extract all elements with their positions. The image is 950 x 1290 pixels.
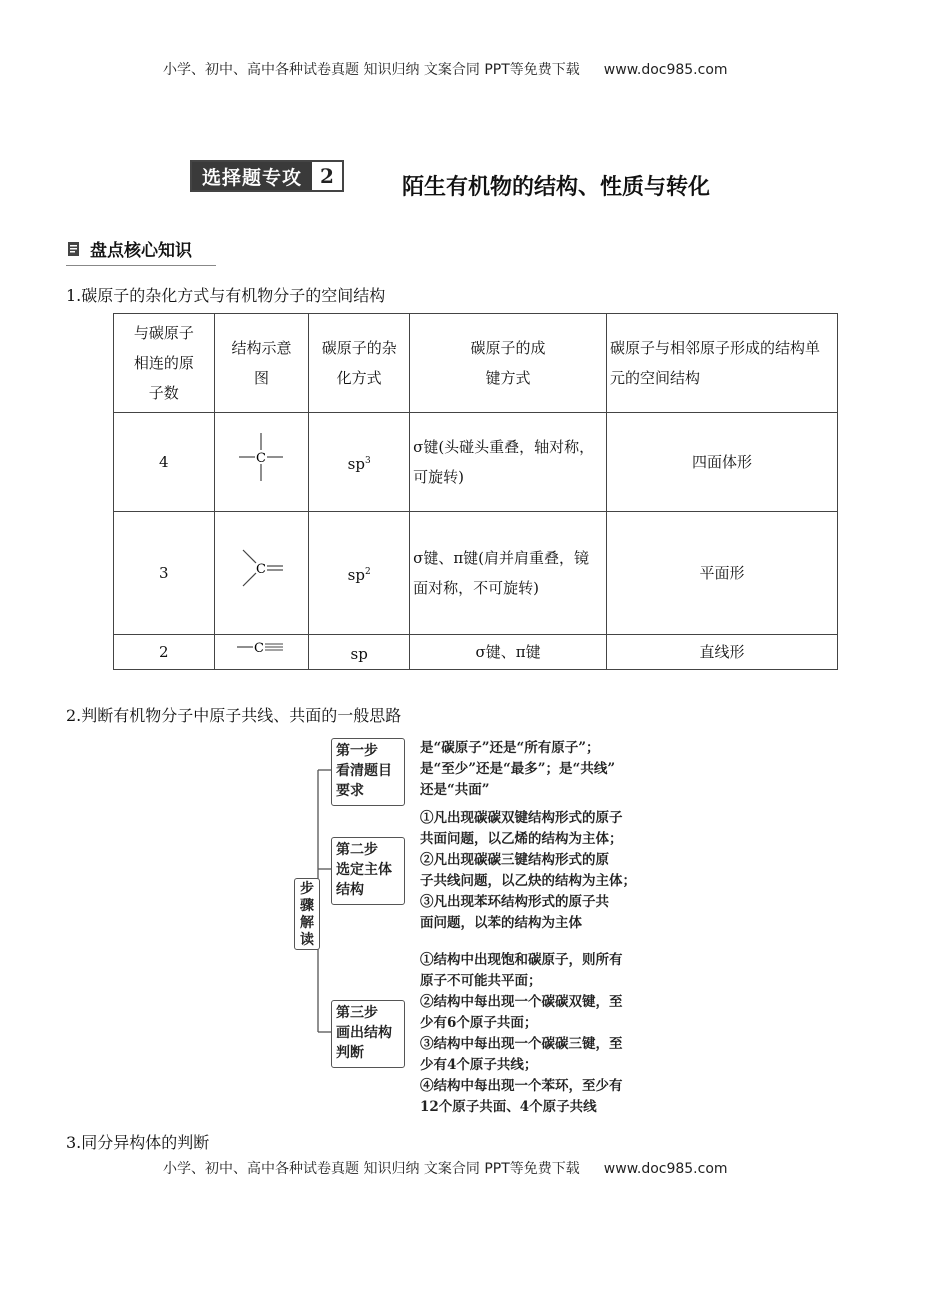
section-heading [66, 236, 216, 266]
header-cell: 碳原子与相邻原子形成的结构单元的空间结构 [607, 314, 838, 413]
trigonal-carbon-diagram [231, 538, 291, 598]
heading-2: 2.判断有机物分子中原子共线、共面的一般思路 [66, 706, 402, 725]
heading-3: 3.同分异构体的判断 [66, 1133, 210, 1152]
header-cell: 结构示意图 [214, 314, 309, 413]
badge-number: 2 [312, 162, 342, 190]
banner-url[interactable]: www.doc985.com [603, 1161, 728, 1177]
hybridization-table [113, 313, 838, 670]
bond-type: σ键、π键(肩并肩重叠，镜面对称，不可旋转) [410, 512, 607, 635]
step2-text: ①凡出现碳碳双键结构形式的原子 共面问题，以乙烯的结构为主体； ②凡出现碳碳三键结构形式的原 子共线问题，以乙炔的结构为主体； ③凡出现苯环结构形式的原子共 面问题，以苯的结构为主体 [420, 810, 636, 931]
header-cell: 碳原子的成键方式 [410, 314, 607, 413]
linear-carbon-diagram [231, 637, 291, 657]
header-cell: 与碳原子相连的原子数 [114, 314, 215, 413]
bond-type: σ键(头碰头重叠，轴对称，可旋转) [410, 413, 607, 512]
step1-text: 是“碳原子”还是“所有原子”； 是“至少”还是“最多”；是“共线” 还是“共面” [420, 740, 616, 798]
step3-box: 第三步 画出结构 判断 [331, 1000, 405, 1068]
hybridization: $sp^2$ [309, 512, 410, 635]
section-title: 盘点核心知识 [90, 241, 192, 261]
bond-type: σ键、π键 [410, 635, 607, 670]
header-cell: 碳原子的杂化方式 [309, 314, 410, 413]
atom-count: 3 [114, 512, 215, 635]
banner-text: 小学、初中、高中各种试卷真题 知识归纳 文案合同 PPT等免费下载 [163, 1161, 580, 1177]
table-header-row [114, 314, 838, 413]
spatial-shape: 平面形 [607, 512, 838, 635]
step2-box: 第二步 选定主体 结构 [331, 837, 405, 905]
topic-badge [190, 160, 344, 192]
step3-text: ①结构中出现饱和碳原子，则所有 原子不可能共平面； ②结构中每出现一个碳碳双键，至 少有6个原子共面； ③结构中每出现一个碳碳三键，至 少有4个原子共线； ④结构中每出现一个苯环，至少有 12个原子共面、4个原子共线 [420, 952, 623, 1115]
carbon-symbol: C [256, 451, 267, 466]
header-banner [163, 59, 728, 79]
structure-diagram [214, 512, 309, 635]
table-row [114, 413, 838, 512]
hybridization: $sp^3$ [309, 413, 410, 512]
structure-diagram [214, 635, 309, 670]
atom-count: 2 [114, 635, 215, 670]
table-row [114, 635, 838, 670]
heading-1: 1.碳原子的杂化方式与有机物分子的空间结构 [66, 286, 386, 305]
table-row [114, 512, 838, 635]
footer-banner [163, 1158, 728, 1178]
flow-root-box: 步骤解读 [294, 878, 320, 950]
banner-url[interactable]: www.doc985.com [603, 62, 728, 78]
badge-label: 选择题专攻 [192, 162, 312, 190]
carbon-symbol: C [256, 562, 267, 577]
spatial-shape: 直线形 [607, 635, 838, 670]
banner-text: 小学、初中、高中各种试卷真题 知识归纳 文案合同 PPT等免费下载 [163, 62, 580, 78]
spatial-shape: 四面体形 [607, 413, 838, 512]
atom-count: 4 [114, 413, 215, 512]
page-title: 陌生有机物的结构、性质与转化 [402, 175, 711, 200]
step1-box: 第一步 看清题目 要求 [331, 738, 405, 806]
hybridization: sp [309, 635, 410, 670]
tetrahedral-carbon-diagram [231, 427, 291, 487]
carbon-symbol: C [254, 641, 265, 656]
structure-diagram [214, 413, 309, 512]
document-icon [66, 241, 82, 257]
